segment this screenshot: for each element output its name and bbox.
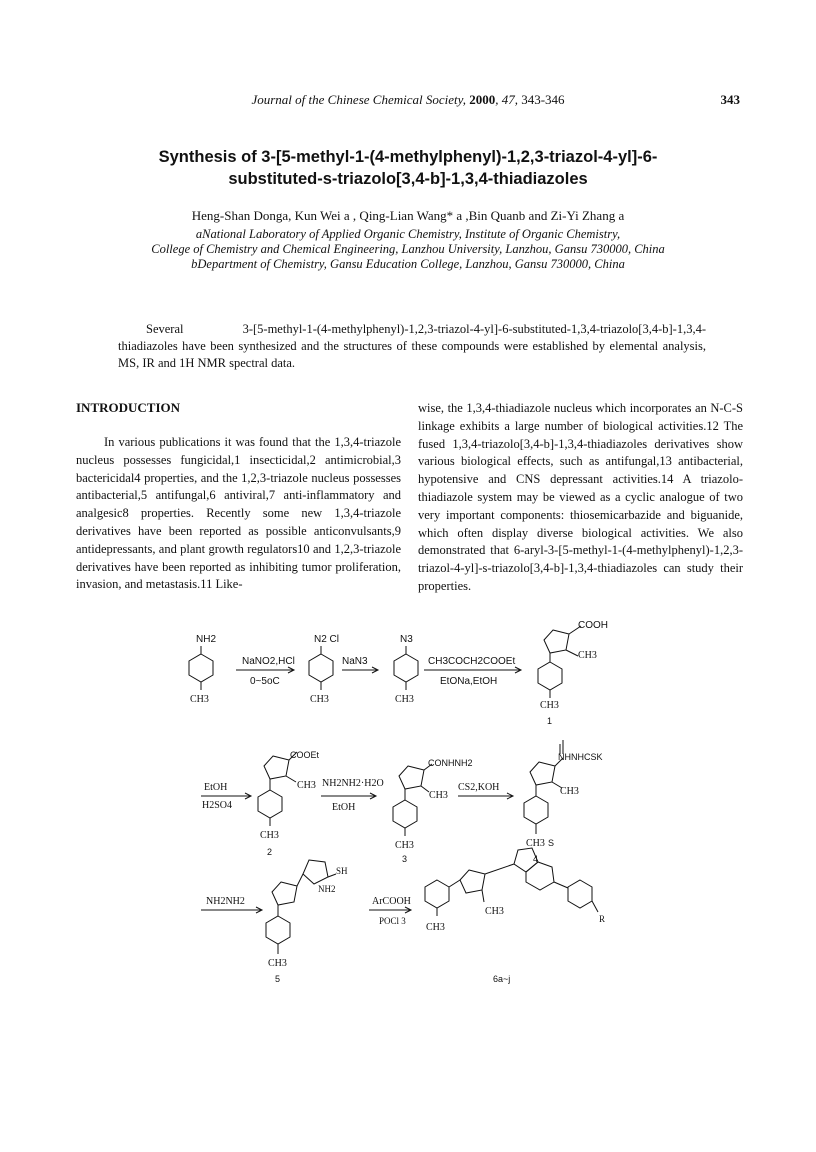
group-conhnh2: CONHNH2 (428, 758, 473, 768)
group-n3: N3 (400, 634, 413, 645)
journal-header: Journal of the Chinese Chemical Society, 2000, 47, 343-346 (251, 92, 565, 107)
thiadiazine-ring (526, 862, 554, 890)
reagent-nan3: NaN3 (342, 656, 368, 667)
reagent-nano2: NaNO2,HCl (242, 656, 295, 667)
group-ch3-e: CH3 (540, 700, 559, 711)
benzene-ring-5 (258, 790, 282, 818)
group-ch3-l: CH3 (268, 958, 287, 969)
group-cooh: COOH (578, 620, 608, 631)
reagent-acetoacetate: CH3COCH2COOEt (428, 656, 516, 667)
group-r: R (599, 914, 606, 924)
group-ch3-d: CH3 (578, 650, 597, 661)
benzene-ring-6 (393, 800, 417, 828)
intro-left-column (76, 434, 401, 594)
journal-year: 2000 (469, 92, 496, 107)
group-ch3-k: CH3 (526, 838, 545, 849)
intro-right-text: wise, the 1,3,4-thiadiazole nucleus which incorporates an N-C-S linkage exhibits a large number of biological activities.12 The fused 1,3,4-triazolo[3,4-b]-1,3,4-thiadiazoles derivatives show various biological effects, such as antifungal,13 antibacterial, hypotensive and CNS depressant activities.14 A triazolo-thiadiazole system may be viewed as a cyclic analogue of two very important components: thiosemicarbazide and biguanide, which often display diverse biological activities. We also demonstrated that 6-aryl-3-[5-methyl-1-(4-methylphenyl)-1,2,3-triazol-4-yl]-s-triazolo[3,4-b]-1,3,4-thiadiazoles can study their properties. (418, 401, 743, 593)
triazole-ring-7 (460, 870, 485, 893)
affiliation-a-line1: aNational Laboratory of Applied Organic Chemistry, Institute of Organic Chemistry, (195, 227, 621, 241)
group-ch3-f: CH3 (297, 780, 316, 791)
reagent-hydrazine-hydrate: NH2NH2·H2O (322, 778, 384, 789)
group-ch3-c: CH3 (395, 694, 414, 705)
intro-right-column (418, 400, 743, 596)
compound-label-2: 2 (267, 847, 273, 857)
group-ch3-h: CH3 (429, 790, 448, 801)
title-line-1: Synthesis of 3-[5-methyl-1-(4-methylphenyl)-1,2,3-triazol-4-yl]-6- (158, 148, 658, 166)
group-nh2-amino: NH2 (318, 884, 336, 894)
group-ch3-g: CH3 (260, 830, 279, 841)
author-list: Heng-Shan Donga, Kun Wei a , Qing-Lian Wang* a ,Bin Quanb and Zi-Yi Zhang a (191, 208, 625, 223)
triazole-ring-1 (544, 630, 569, 653)
journal-volume: 47 (501, 92, 515, 107)
triazole-ring-6 (303, 860, 328, 884)
group-sh: SH (336, 866, 348, 876)
affiliation-a-line2: College of Chemistry and Chemical Engineering, Lanzhou University, Lanzhou, Gansu 730000, China (151, 242, 665, 256)
group-cooet: COOEt (290, 750, 320, 760)
benzene-ring-8 (266, 916, 290, 944)
section-heading-introduction: INTRODUCTION (76, 400, 181, 415)
compound-label-3: 3 (402, 854, 408, 864)
triazole-ring-4 (530, 762, 555, 785)
intro-left-text: In various publications it was found that the 1,3,4-triazole nucleus possesses fungicidal,1 insecticidal,2 antimicrobial,3 bactericidal4 properties, and the 1,2,3-triazole nucleus possesses antibacterial,5 antifungal,6 antiviral,7 anti-inflammatory and analgesic8 properties. Recently some new 1,3,4-triazole derivatives have been reported as possible anticonvulsants,9 antidepressants, and plant growth regulators10 and 1,2,3-triazole derivatives have been reported as inhibiting tumor proliferation, invasion, and metastasis.11 Like- (76, 435, 401, 592)
compound-label-4: 4 (533, 854, 539, 864)
group-nh2: NH2 (196, 634, 217, 645)
group-ch3-j: CH3 (560, 786, 579, 797)
benzene-ring-4 (538, 662, 562, 690)
benzene-ring-7 (524, 796, 548, 824)
group-ch3-n: CH3 (485, 906, 504, 917)
benzene-ring-3 (394, 654, 418, 682)
reagent-etoh-2: EtOH (332, 802, 356, 813)
group-ch3-m: CH3 (426, 922, 445, 933)
reagent-etoh: EtOH (204, 782, 228, 793)
group-n2cl: N2 Cl (314, 634, 340, 645)
triazole-ring-3 (399, 766, 424, 789)
reagent-temp: 0~5oC (250, 676, 280, 687)
reagent-hydrazine: NH2NH2 (206, 896, 245, 907)
group-ch3-b: CH3 (310, 694, 329, 705)
reagent-h2so4: H2SO4 (202, 800, 233, 811)
abstract (118, 321, 706, 372)
reagent-pocl3: POCl 3 (379, 916, 406, 926)
journal-name: Journal of the Chinese Chemical Society (251, 92, 463, 107)
reagent-arcooh: ArCOOH (372, 896, 411, 907)
page-number: 343 (720, 92, 740, 107)
benzene-ring-2 (309, 654, 333, 682)
compound-label-5: 5 (275, 974, 281, 984)
journal-pages: 343-346 (521, 92, 565, 107)
benzene-ring-1 (189, 654, 213, 682)
triazole-ring-5 (272, 882, 297, 905)
group-ch3-a: CH3 (190, 694, 209, 705)
group-nhnhcsk: NHNHCSK (558, 752, 603, 762)
reagent-etona: EtONa,EtOH (440, 676, 498, 687)
benzene-ring-9 (425, 880, 449, 908)
abstract-text: Several 3-[5-methyl-1-(4-methylphenyl)-1,2,3-triazol-4-yl]-6-substituted-1,3,4-triazolo[3,4-b]-1,3,4-thiadiazoles have been synthesized and the structures of these compounds were established by elemental analysis, MS, IR and 1H NMR spectral data. (118, 322, 706, 370)
compound-label-1: 1 (547, 716, 553, 726)
title-line-2: substituted-s-triazolo[3,4-b]-1,3,4-thiadiazoles (228, 170, 588, 188)
benzene-ring-10 (568, 880, 592, 908)
article-title (60, 146, 756, 190)
group-ch3-i: CH3 (395, 840, 414, 851)
affiliation-b: bDepartment of Chemistry, Gansu Education College, Lanzhou, Gansu 730000, China (191, 257, 625, 271)
reagent-cs2-koh: CS2,KOH (458, 782, 500, 793)
triazole-ring-2 (264, 756, 289, 779)
compound-label-6: 6a~j (493, 974, 511, 984)
group-s-thiadiazole: S (548, 838, 555, 848)
reaction-scheme (176, 612, 656, 1052)
